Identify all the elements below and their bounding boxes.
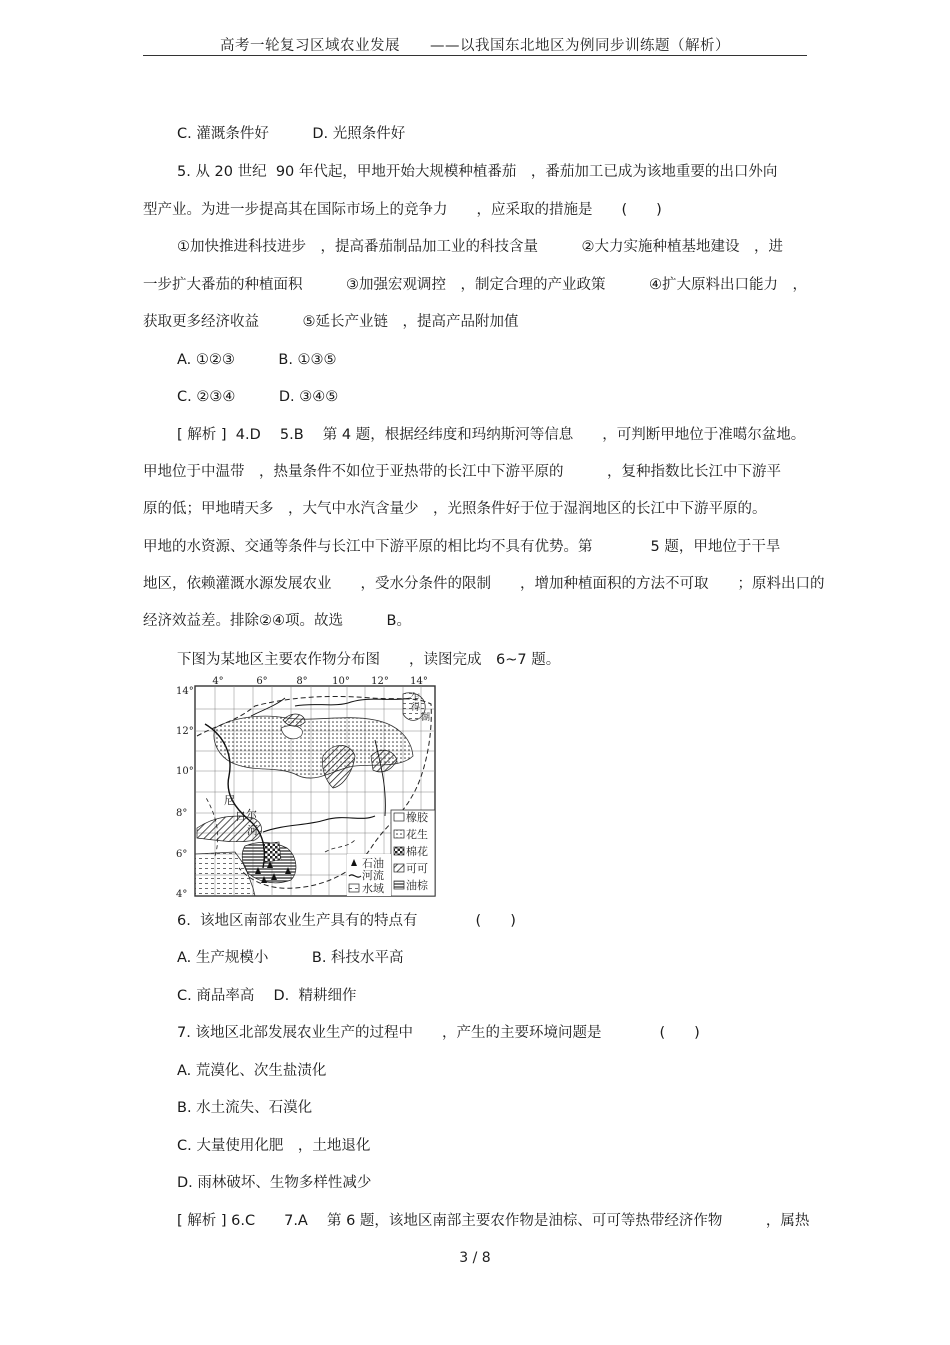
lon-label-10: 10°: [332, 676, 350, 687]
river-label-char-3: 尔: [246, 808, 257, 821]
q5-measures-line1: ①加快推进科技进步 ，提高番茄制品加工业的科技含量 ②大力实施种植基地建设 ，进: [177, 239, 783, 255]
analysis-4-5-line1: [ 解析 ] 4.D 5.B 第 4 题，根据经纬度和玛纳斯河等信息 ，可判断甲地位于准噶尔盆地。: [177, 427, 806, 443]
q5-options-ab: A. ①②③ B. ①③⑤: [177, 352, 337, 368]
map-intro: 下图为某地区主要农作物分布图 ，读图完成 6~7 题。: [177, 652, 561, 668]
legend-oil-palm: 油棕: [406, 879, 428, 892]
q7-option-d: D. 雨林破坏、生物多样性减少: [177, 1175, 372, 1191]
analysis-4-5-line4: 甲地的水资源、交通等条件与长江中下游平原的相比均不具有优势。第 5 题，甲地位于干旱: [143, 539, 781, 555]
q5-measures-line3: 获取更多经济收益 ⑤延长产业链 ，提高产品附加值: [143, 314, 519, 330]
legend-river: 河流: [362, 869, 384, 882]
river-label-char-1: 尼: [224, 794, 235, 807]
page-header: 高考一轮复习区域农业发展 ——以我国东北地区为例同步训练题（解析）: [220, 38, 730, 54]
header-rule: [143, 55, 807, 56]
lat-label-12: 12°: [176, 726, 194, 737]
lon-label-14: 14°: [410, 676, 428, 687]
map-legend-secondary: [347, 854, 391, 896]
lat-label-8: 8°: [176, 808, 188, 819]
map-legend: [391, 810, 435, 896]
lon-label-8: 8°: [296, 676, 308, 687]
legend-oil: 石油: [362, 857, 384, 870]
q7-option-c: C. 大量使用化肥 ，土地退化: [177, 1138, 371, 1154]
analysis-4-5-line6: 经济效益差。排除②④项。故选 B。: [143, 613, 411, 629]
q6-options-ab: A. 生产规模小 B. 科技水平高: [177, 950, 404, 966]
q5-options-cd: C. ②③④ D. ③④⑤: [177, 389, 339, 405]
q5-stem-line2: 型产业。为进一步提高其在国际市场上的竞争力 ，应采取的措施是 ( ): [143, 202, 662, 218]
legend-water: 水域: [362, 882, 384, 895]
q6-stem: 6. 该地区南部农业生产具有的特点有 ( ): [177, 913, 516, 929]
river-label-char-2: 日: [235, 810, 246, 823]
lake-label-char-2: 得: [411, 703, 421, 713]
lake-label-char-1: 乍: [411, 693, 421, 703]
legend-cocoa: 可可: [406, 862, 428, 875]
q7-option-a: A. 荒漠化、次生盐渍化: [177, 1063, 327, 1079]
analysis-6-7-line1: [ 解析 ] 6.C 7.A 第 6 题，该地区南部主要农作物是油棕、可可等热带经济作物 ，属热: [177, 1213, 810, 1229]
analysis-4-5-line3: 原的低；甲地晴天多 ，大气中水汽含量少 ，光照条件好于位于湿润地区的长江中下游平原的。: [143, 501, 767, 517]
q5-measures-line2: 一步扩大番茄的种植面积 ③加强宏观调控 ，制定合理的产业政策 ④扩大原料出口能力 ，: [143, 277, 807, 293]
lon-label-4: 4°: [212, 676, 224, 687]
page-number: 3 / 8: [459, 1250, 491, 1266]
lat-label-4: 4°: [176, 889, 188, 898]
legend-cotton: 棉花: [406, 845, 428, 858]
analysis-4-5-line2: 甲地位于中温带 ，热量条件不如位于亚热带的长江中下游平原的 ，复种指数比长江中下游平: [143, 464, 781, 480]
q6-options-cd: C. 商品率高 D. 精耕细作: [177, 988, 357, 1004]
river-label-char-4: 河: [247, 824, 258, 837]
lon-label-6: 6°: [256, 676, 268, 687]
analysis-4-5-line5: 地区，依赖灌溉水源发展农业 ，受水分条件的限制 ，增加种植面积的方法不可取 ；原料出口的: [143, 576, 825, 592]
legend-rubber: 橡胶: [406, 811, 428, 824]
lake-label-char-3: 湖: [421, 713, 431, 723]
q5-stem-line1: 5. 从 20 世纪 90 年代起，甲地开始大规模种植番茄 ，番茄加工已成为该地重要的出口外向: [177, 164, 778, 180]
lat-label-10: 10°: [176, 766, 194, 777]
crop-distribution-map: [175, 676, 437, 898]
lat-label-6: 6°: [176, 849, 188, 860]
lon-label-12: 12°: [371, 676, 389, 687]
q7-option-b: B. 水土流失、石漠化: [177, 1100, 313, 1116]
legend-peanut: 花生: [406, 828, 428, 841]
q7-stem: 7. 该地区北部发展农业生产的过程中 ，产生的主要环境问题是 ( ): [177, 1025, 700, 1041]
q4-options-cd: C. 灌溉条件好 D. 光照条件好: [177, 126, 406, 142]
lat-label-14: 14°: [176, 686, 194, 697]
